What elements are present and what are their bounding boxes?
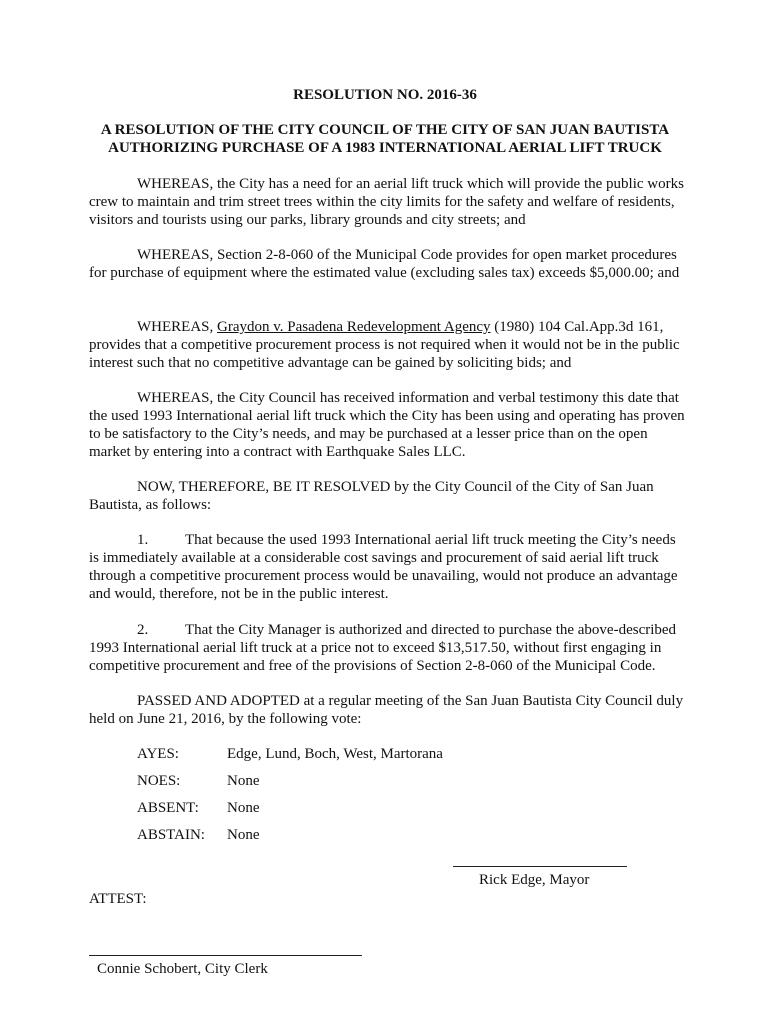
vote-row-noes: [137, 772, 260, 790]
case-citation: Graydon v. Pasadena Redevelopment Agency: [217, 319, 491, 335]
vote-row-absent: [137, 799, 260, 817]
subtitle-line-2: AUTHORIZING PURCHASE OF A 1983 INTERNATIONAL AERIAL LIFT TRUCK: [108, 140, 662, 156]
item-2-text: That the City Manager is authorized and directed to purchase the above-described 1993 International aerial lift truck at a price not to exceed $13,517.50, without first engaging in competitive procurement and free of the provisions of Section 2-8-060 of the Municipal Code.: [89, 622, 677, 674]
whereas-paragraph-3: [89, 318, 689, 372]
resolution-subtitle: [60, 121, 710, 157]
resolution-title: RESOLUTION NO. 2016-36: [293, 87, 477, 103]
vote-label: NOES:: [137, 773, 181, 789]
whereas-3-suffix: (1980) 104 Cal.App.3d 161, provides that a competitive procurement process is not required when it would not be in the public interest such that no competitive advantage can be gained by soliciting bids; and: [89, 319, 680, 371]
vote-label: AYES:: [137, 746, 179, 762]
whereas-paragraph-1: [89, 175, 689, 229]
whereas-3-prefix: WHEREAS,: [137, 319, 217, 335]
vote-value: None: [227, 773, 260, 789]
passed-paragraph: [89, 692, 689, 728]
whereas-4-text: WHEREAS, the City Council has received information and verbal testimony this date that the used 1993 International aerial lift truck which the City has been using and operating has proven to be satisfactory to the City’s needs, and may be purchased at a lesser price than on the open market by entering into a contract with Earthquake Sales LLC.: [89, 390, 685, 460]
vote-row-abstain: [137, 826, 260, 844]
resolved-paragraph: [89, 478, 689, 514]
resolution-item-2: [89, 621, 689, 675]
resolved-text: NOW, THEREFORE, BE IT RESOLVED by the City Council of the City of San Juan Bautista, as follows:: [89, 479, 654, 513]
clerk-signature-line: [89, 955, 362, 956]
vote-value: None: [227, 827, 260, 843]
mayor-signature-name: Rick Edge, Mayor: [479, 872, 590, 888]
vote-row-ayes: [137, 745, 443, 763]
vote-value: Edge, Lund, Boch, West, Martorana: [227, 746, 443, 762]
vote-label: ABSENT:: [137, 800, 199, 816]
attest-label: ATTEST:: [89, 891, 147, 907]
item-1-number: 1.: [137, 532, 149, 548]
subtitle-line-1: A RESOLUTION OF THE CITY COUNCIL OF THE CITY OF SAN JUAN BAUTISTA: [100, 122, 670, 138]
resolution-item-1: [89, 531, 689, 603]
whereas-1-text: WHEREAS, the City has a need for an aerial lift truck which will provide the public works crew to maintain and trim street trees within the city limits for the safety and welfare of residents, visitors and tourists using our parks, library grounds and city streets; and: [89, 176, 684, 228]
whereas-2-text: WHEREAS, Section 2-8-060 of the Municipal Code provides for open market procedures for purchase of equipment where the estimated value (excluding sales tax) exceeds $5,000.00; and: [89, 247, 680, 281]
item-1-text: That because the used 1993 International aerial lift truck meeting the City’s needs is immediately available at a considerable cost savings and procurement of said aerial lift truck through a competitive procurement process would be unavailing, would not produce an advantage and would, therefore, not be in the public interest.: [89, 532, 678, 602]
mayor-signature-line: [453, 866, 627, 867]
vote-value: None: [227, 800, 260, 816]
whereas-paragraph-4: [89, 389, 689, 461]
passed-text: PASSED AND ADOPTED at a regular meeting of the San Juan Bautista City Council duly held on June 21, 2016, by the following vote:: [89, 693, 684, 727]
whereas-paragraph-2: [89, 246, 689, 282]
vote-label: ABSTAIN:: [137, 827, 205, 843]
clerk-signature-name: Connie Schobert, City Clerk: [97, 961, 268, 977]
item-2-number: 2.: [137, 622, 149, 638]
